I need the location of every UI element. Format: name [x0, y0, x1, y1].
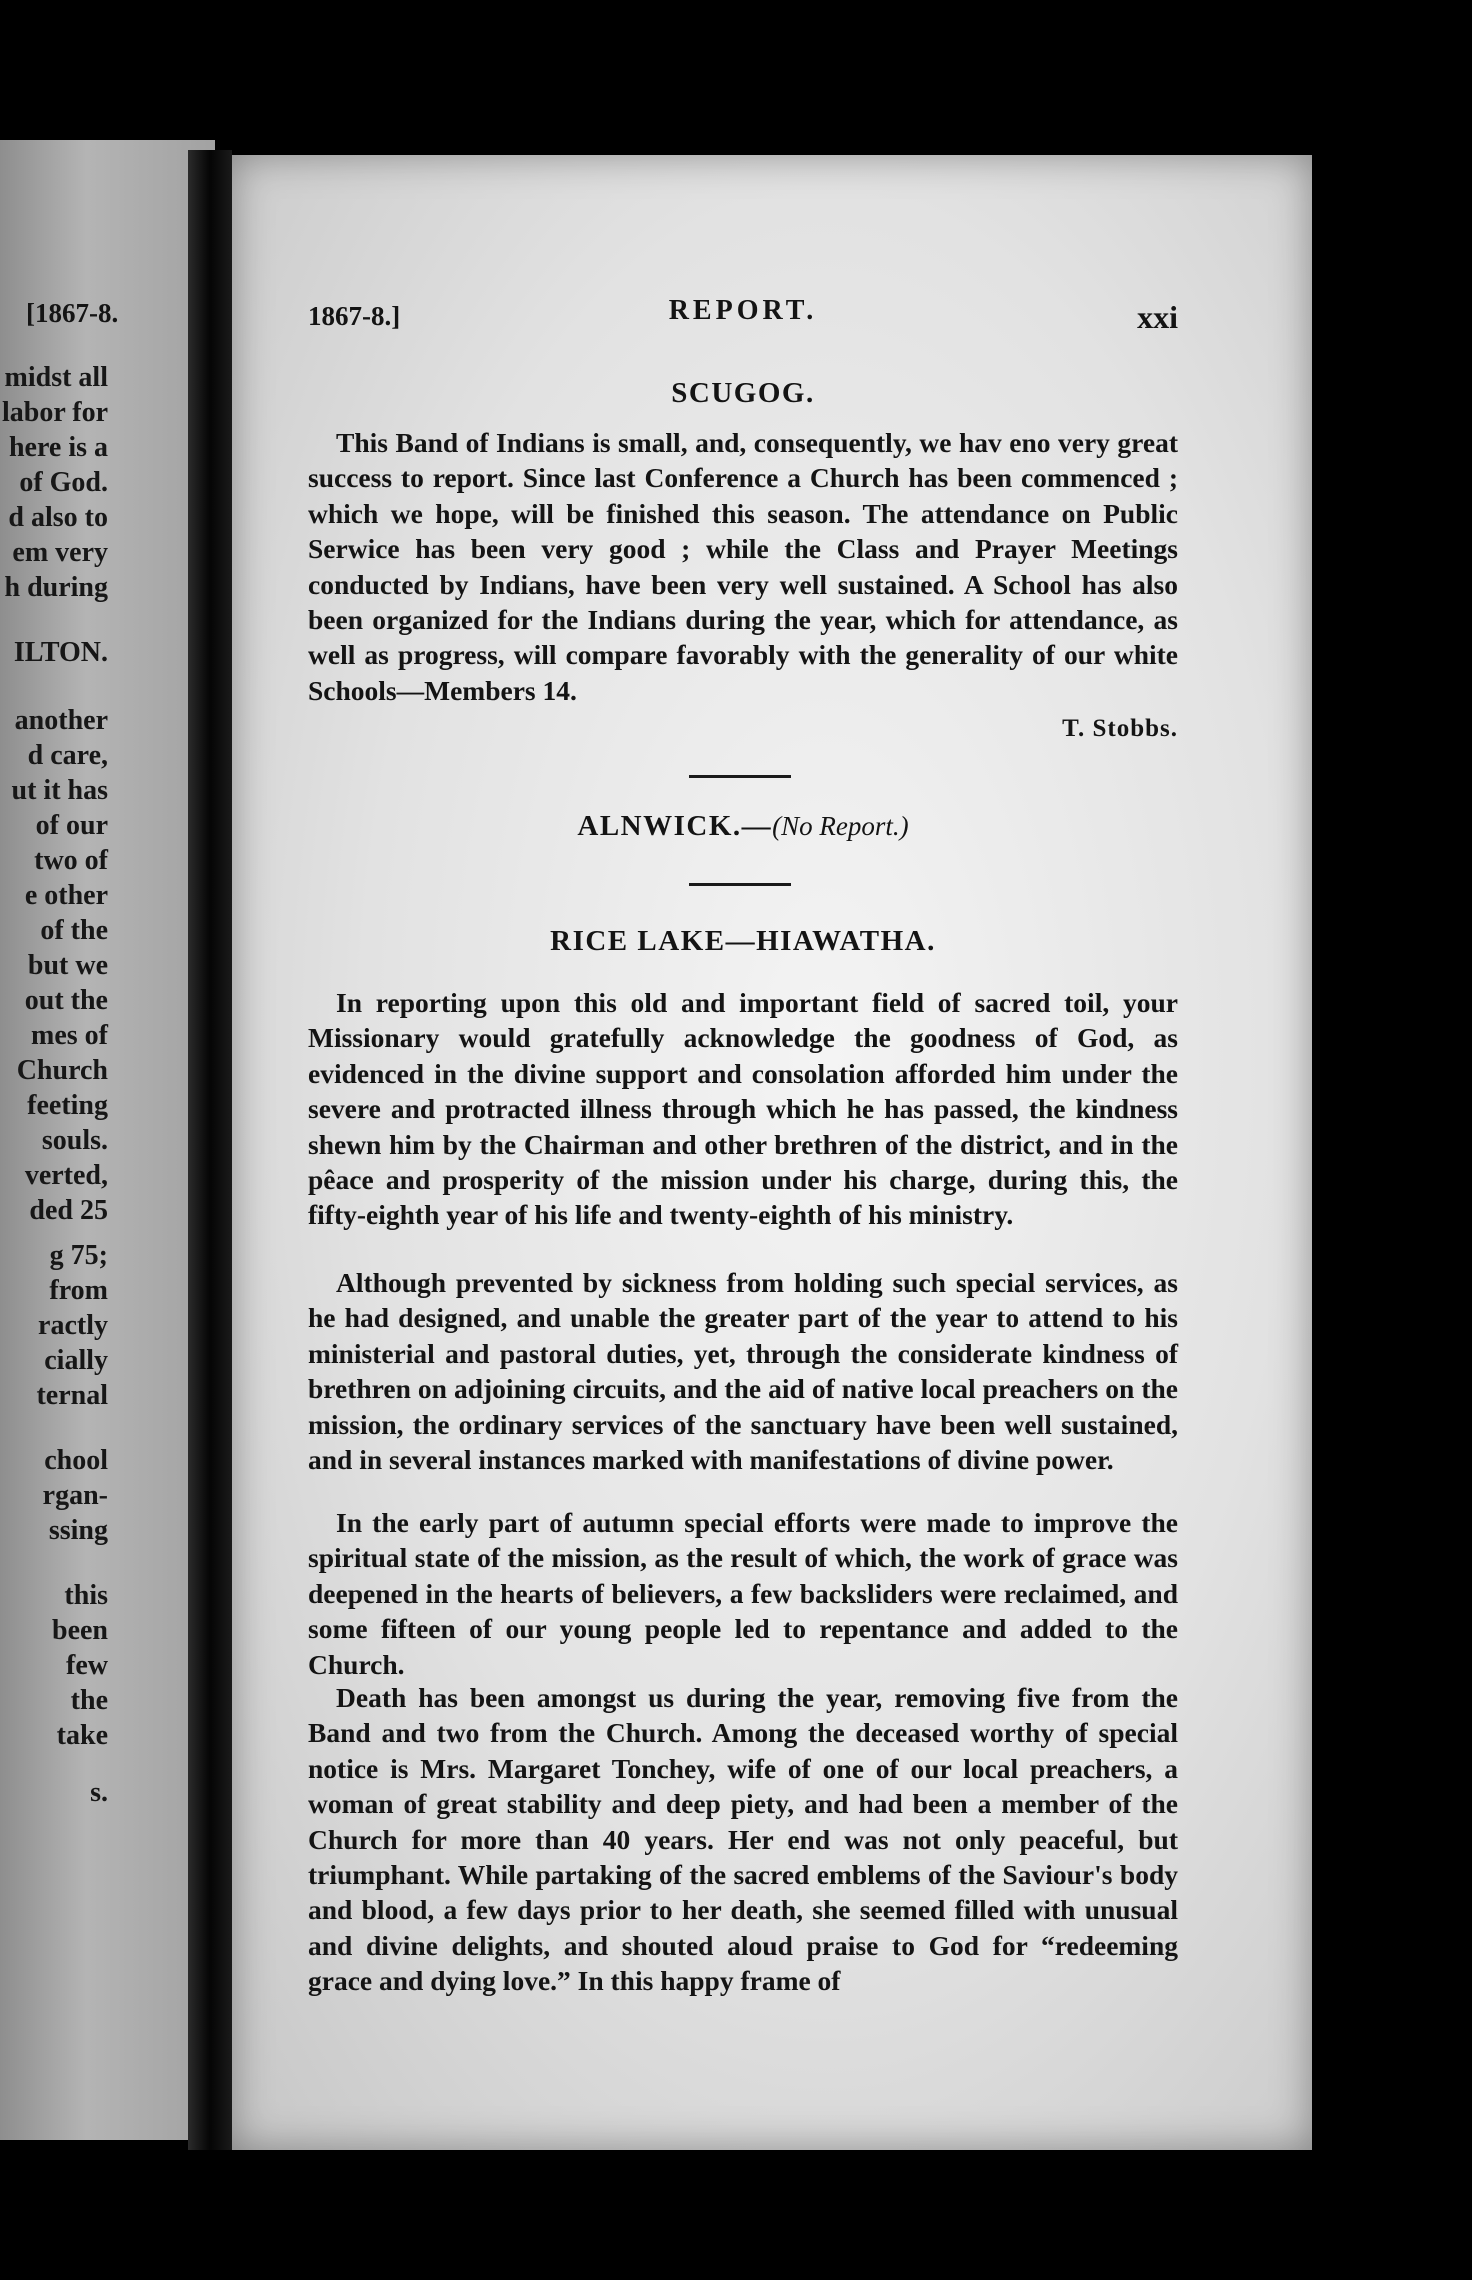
alnwick-title: ALNWICK.—: [577, 810, 773, 842]
rice-lake-paragraph-3: In the early part of autumn special efforts were made to improve the spiritual state of the mission, as the result of which, the work of grace was deepened in the hearts of believers, a few backsliders were reclaimed, and some fifteen of our young people led to repentance and added to the Church.: [308, 1507, 1178, 1680]
left-page-line: em very: [12, 537, 108, 568]
left-page-line: souls.: [41, 1125, 108, 1156]
section-title-rice-lake: RICE LAKE—HIAWATHA.: [550, 925, 936, 957]
section-title-alnwick: [308, 810, 1178, 843]
left-page-line: of the: [40, 915, 108, 946]
left-page-line: here is a: [8, 432, 108, 463]
page-number: xxi: [1137, 299, 1178, 335]
left-page-line: ILTON.: [13, 637, 108, 668]
alnwick-note: (No Report.): [772, 811, 909, 841]
left-page-line: verted,: [24, 1160, 108, 1191]
left-page-line: but we: [27, 950, 108, 981]
left-page-line: Church: [16, 1055, 108, 1086]
left-page-line: h during: [4, 572, 108, 603]
left-page-line: ternal: [36, 1380, 108, 1411]
left-page-line: mes of: [31, 1020, 108, 1051]
left-page-line: of God.: [19, 467, 108, 498]
running-head-title: REPORT.: [668, 295, 818, 326]
left-page-line: ractly: [38, 1310, 108, 1341]
left-page-line: ded 25: [29, 1195, 108, 1226]
left-page-line: from: [49, 1275, 108, 1306]
left-page-header: [1867-8.: [26, 298, 119, 328]
left-page-line: been: [52, 1615, 108, 1646]
main-page: [232, 155, 1312, 2150]
left-page-line: g 75;: [49, 1240, 108, 1271]
left-page-line: take: [56, 1720, 108, 1751]
left-page-line: chool: [44, 1445, 108, 1476]
left-page-line: midst all: [4, 362, 108, 393]
left-page-line: e other: [24, 880, 108, 911]
left-page-line: of our: [35, 810, 108, 841]
left-page-line: rgan-: [42, 1480, 108, 1511]
left-page-fragment: [0, 140, 215, 2140]
section-divider: [689, 775, 791, 778]
scugog-paragraph: This Band of Indians is small, and, consequently, we hav eno very great success to report. Since last Conference a Church has been commenced ; which we hope, will be finished this season. The attendance on Public Serwice has been very good ; while the Class and Prayer Meetings conducted by Indians, have been very well sustained. A School has also been organized for the Indians during the year, which for attendance, as well as progress, will compare favorably with the generality of our white Schools—Members 14.: [308, 427, 1178, 706]
left-page-line: d care,: [27, 740, 108, 771]
left-page-line: s.: [90, 1777, 108, 1808]
rice-lake-paragraph-1: In reporting upon this old and important field of sacred toil, your Missionary would gratefully acknowledge the goodness of God, as evidenced in the divine support and consolation afforded him under the severe and protracted illness through which he has passed, the kindness shewn him by the Chairman and other brethren of the district, and in the pêace and prosperity of the mission under his charge, during this, the fifty-eighth year of his life and twenty-eighth of his ministry.: [308, 987, 1178, 1231]
left-page-line: another: [14, 705, 108, 736]
section-title-scugog: SCUGOG.: [671, 377, 815, 409]
rice-lake-paragraph-4: Death has been amongst us during the year, removing five from the Band and two from the Church. Among the deceased worthy of special notice is Mrs. Margaret Tonchey, wife of one of our local preachers, a woman of great stability and deep piety, and had been a member of the Church for more than 40 years. Her end was not only peaceful, but triumphant. While partaking of the sacred emblems of the Saviour's body and blood, a few days prior to her death, she seemed filled with unusual and divine delights, and shouted aloud praise to God for “redeeming grace and dying love.” In this happy frame of: [308, 1682, 1178, 1997]
left-page-line: ssing: [48, 1515, 108, 1546]
left-page-line: labor for: [1, 397, 108, 428]
running-head: [308, 295, 1178, 335]
rice-lake-paragraph-2: Although prevented by sickness from holding such special services, as he had designed, and unable the greater part of the year to attend to his ministerial and pastoral duties, yet, through the considerate kindness of brethren on adjoining circuits, and the aid of native local preachers on the mission, the ordinary services of the sanctuary have been well sustained, and in several instances marked with manifestations of divine power.: [308, 1267, 1178, 1476]
left-page-line: this: [64, 1580, 108, 1611]
left-page-line: cially: [44, 1345, 108, 1376]
left-page-line: ut it has: [11, 775, 108, 806]
section-divider: [689, 883, 791, 886]
scugog-signature: T. Stobbs.: [1062, 715, 1178, 742]
running-head-year: 1867-8.]: [308, 301, 401, 331]
left-page-line: d also to: [8, 502, 108, 533]
left-page-line: feeting: [27, 1090, 108, 1121]
book-gutter: [188, 150, 232, 2150]
left-page-line: few: [66, 1650, 108, 1681]
left-page-line: the: [70, 1685, 108, 1716]
left-page-line: two of: [34, 845, 108, 876]
left-page-line: out the: [24, 985, 108, 1016]
